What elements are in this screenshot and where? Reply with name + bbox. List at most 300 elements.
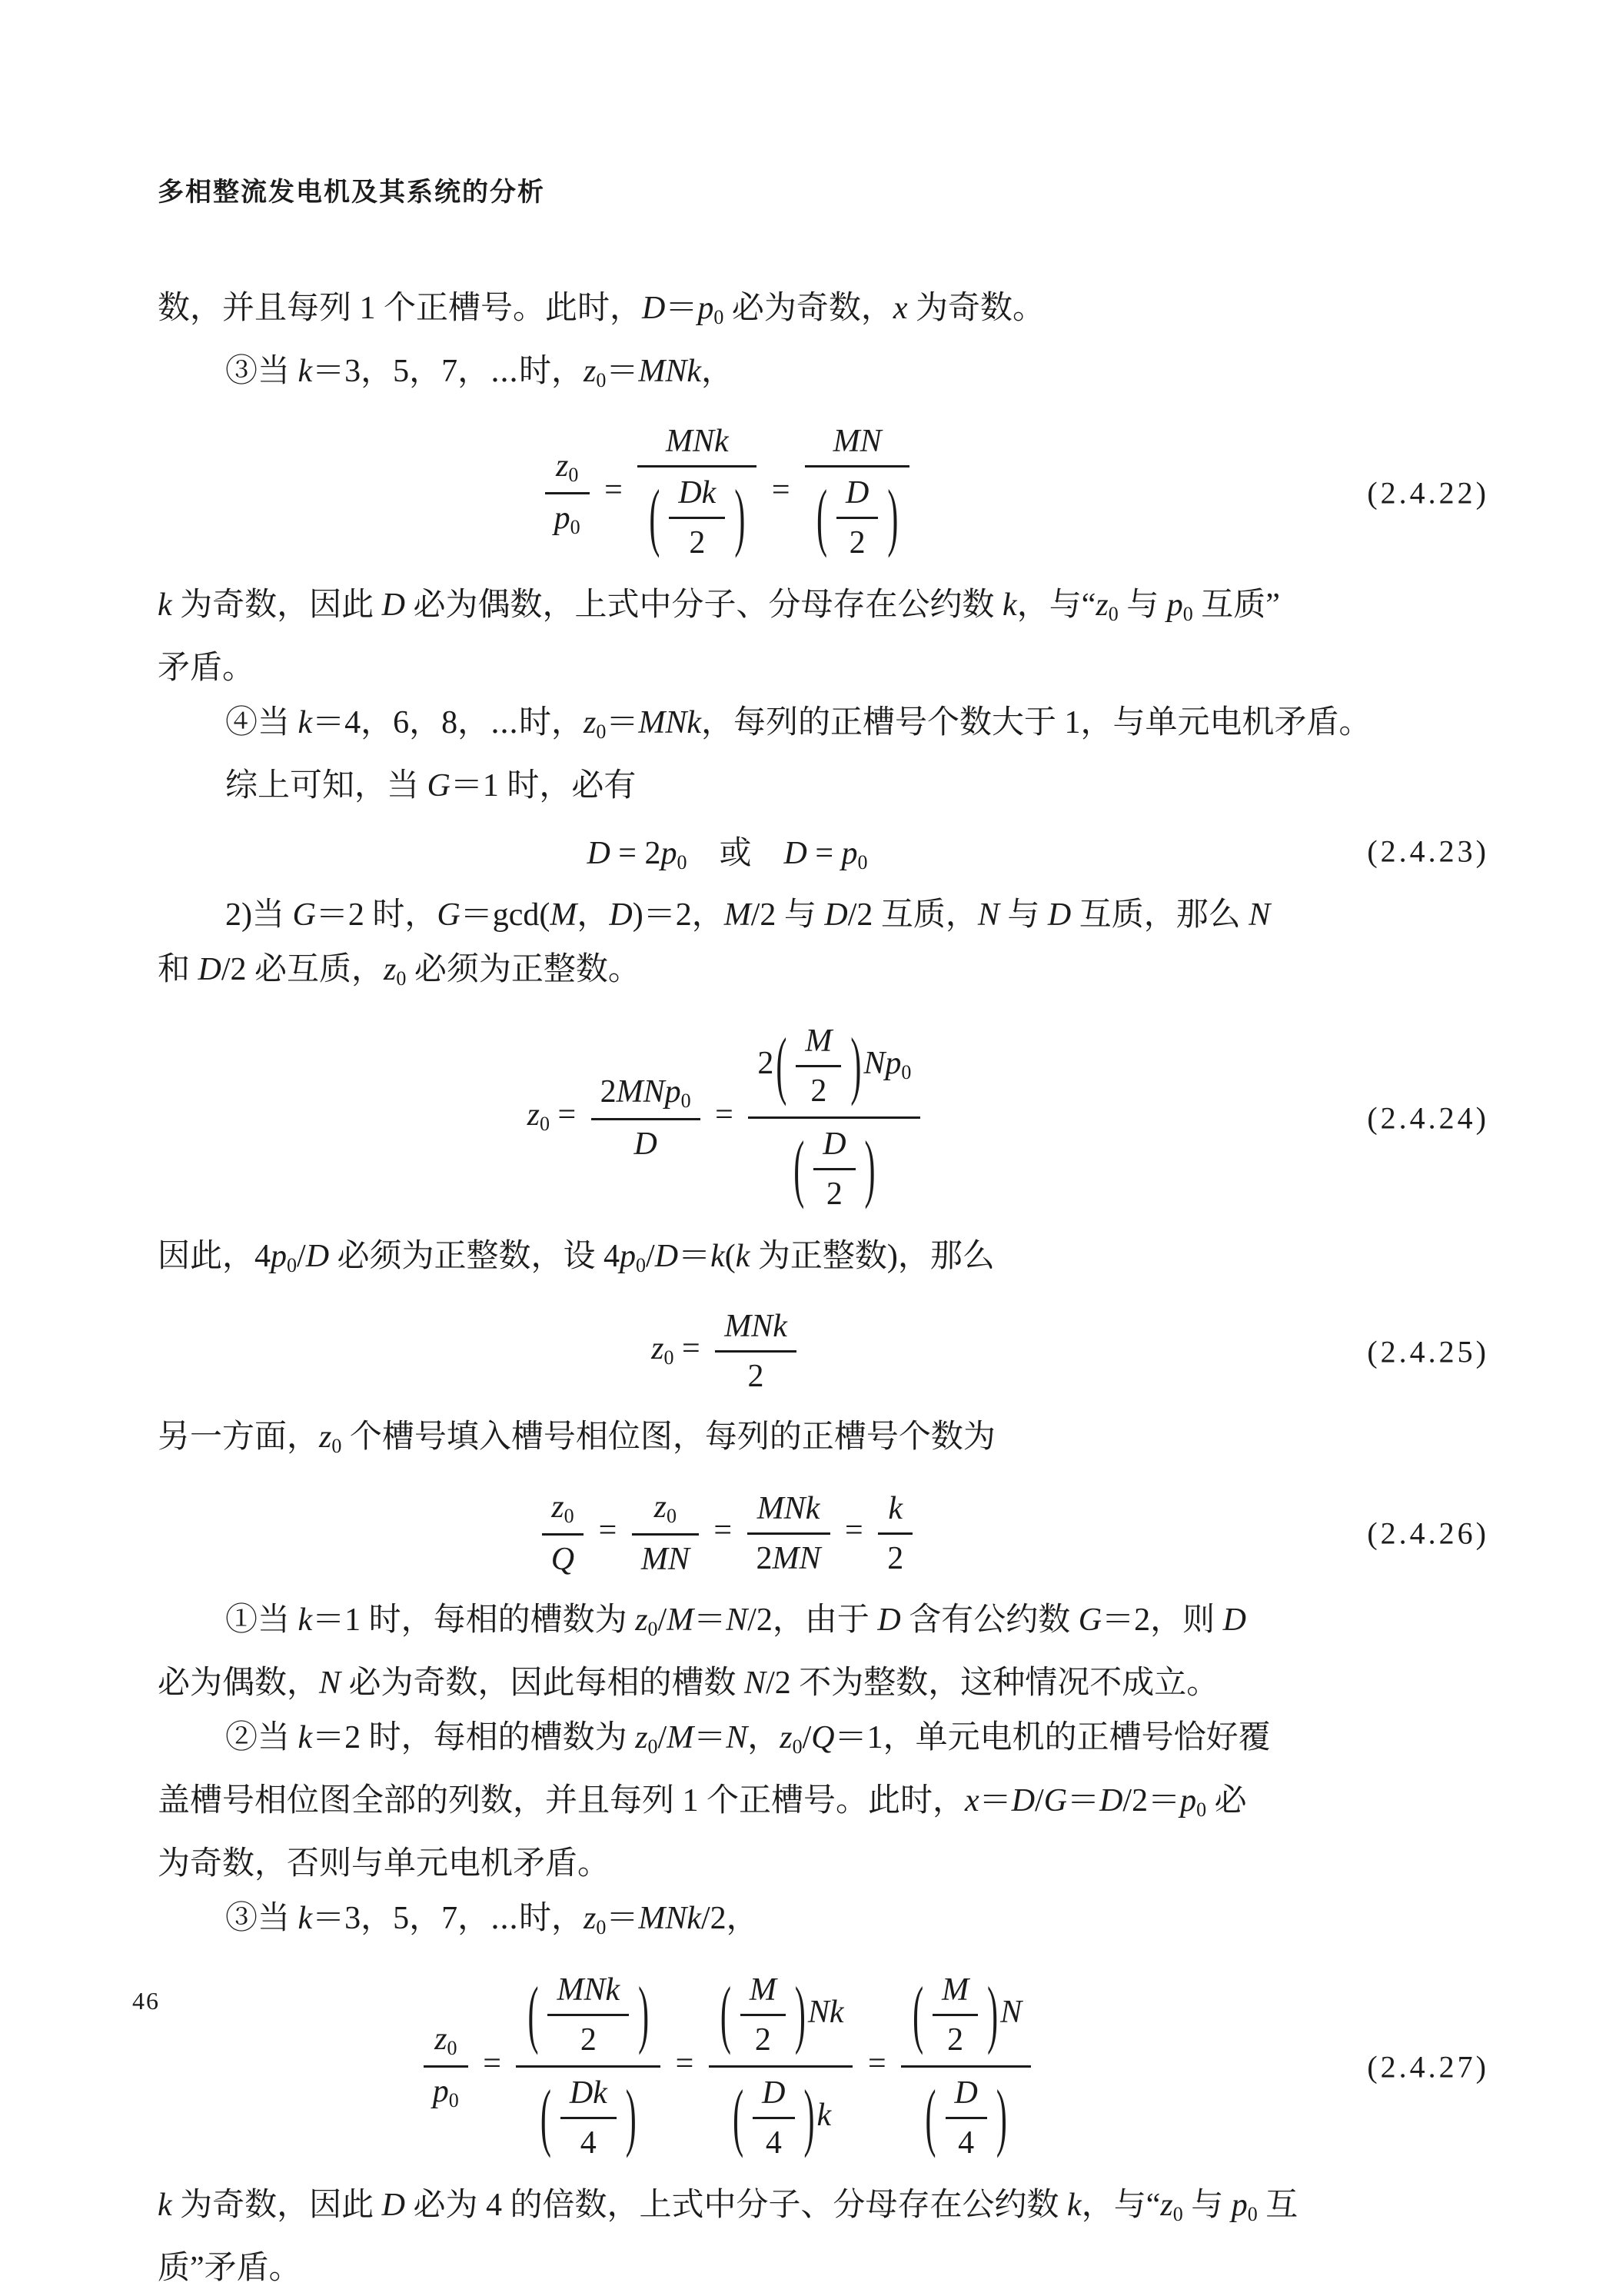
left-paren: ( bbox=[793, 1127, 805, 1211]
math-variable: G bbox=[437, 897, 461, 933]
fraction-denominator bbox=[542, 1536, 584, 1579]
math-variable: D bbox=[587, 836, 610, 871]
fraction-denominator bbox=[796, 1067, 841, 1111]
text-run: = bbox=[667, 2046, 702, 2082]
text-run: 必 bbox=[1206, 1783, 1247, 1818]
fraction-denominator bbox=[545, 494, 590, 541]
text-run: 必为奇数，因此每相的槽数 bbox=[341, 1665, 745, 1701]
text-run: ，每列的正槽号个数大于 1，与单元电机矛盾。 bbox=[701, 705, 1372, 740]
text-run: 为奇数，否则与单元电机矛盾。 bbox=[158, 1846, 610, 1882]
right-paren: ) bbox=[864, 1127, 876, 1211]
fraction bbox=[946, 2073, 987, 2163]
right-paren: ) bbox=[794, 1973, 806, 2057]
text-run: 质”矛盾。 bbox=[158, 2251, 301, 2286]
left-paren: ( bbox=[540, 2076, 551, 2160]
math-variable: Q bbox=[550, 1542, 575, 1577]
math-variable: p bbox=[660, 836, 677, 871]
math-variable: D bbox=[198, 952, 221, 987]
text-run: 互质” bbox=[1192, 587, 1280, 623]
text-run: /2 互质， bbox=[847, 897, 978, 933]
fraction-numerator bbox=[669, 473, 725, 519]
math-variable: N bbox=[726, 1602, 748, 1638]
fraction-denominator bbox=[709, 2068, 853, 2165]
fraction-denominator bbox=[747, 1535, 830, 1579]
text-line bbox=[158, 1410, 1489, 1473]
fraction-numerator bbox=[424, 2019, 468, 2068]
equation bbox=[158, 421, 1489, 564]
text-run: 2)当 bbox=[225, 897, 293, 933]
fraction-denominator bbox=[836, 519, 878, 563]
text-run: ，与“ bbox=[1016, 587, 1096, 623]
math-variable: z bbox=[1096, 587, 1109, 623]
text-run: 必须为正整数。 bbox=[406, 952, 640, 987]
math-variable: z bbox=[434, 2021, 447, 2057]
fraction-denominator bbox=[813, 1170, 855, 1214]
text-run: )＝2， bbox=[632, 897, 724, 933]
text-run: = bbox=[590, 1512, 625, 1549]
paren-content bbox=[939, 2073, 994, 2163]
fraction bbox=[542, 1487, 584, 1579]
math-variable: D bbox=[954, 2075, 978, 2111]
math-variable: G bbox=[1078, 1602, 1102, 1638]
fraction bbox=[560, 2073, 617, 2163]
text-run: 因此，4 bbox=[158, 1239, 271, 1274]
math-variable: p bbox=[554, 500, 570, 536]
math-variable: k bbox=[816, 2098, 832, 2134]
math-variable: MNk bbox=[638, 705, 702, 740]
subscript: 0 bbox=[596, 1916, 607, 1938]
left-paren: ( bbox=[527, 1973, 539, 2057]
left-paren: ( bbox=[720, 1973, 731, 2057]
paren-content bbox=[926, 1970, 985, 2060]
paren-group bbox=[718, 1970, 808, 2060]
fraction bbox=[632, 1487, 699, 1579]
text-run: ＝2 时，每相的槽数为 bbox=[312, 1720, 636, 1755]
text-run: / bbox=[802, 1720, 812, 1755]
text-run: 盖槽号相位图全部的列数，并且每列 1 个正槽号。此时， bbox=[158, 1783, 966, 1818]
math-variable: MNk bbox=[724, 1309, 787, 1344]
text-run: /2 与 bbox=[750, 897, 825, 933]
math-variable: z bbox=[551, 1489, 564, 1525]
equation bbox=[158, 1020, 1489, 1216]
math-variable: z bbox=[653, 1489, 667, 1525]
math-variable: M bbox=[805, 1023, 833, 1059]
text-line bbox=[158, 2178, 1489, 2241]
math-variable: z bbox=[583, 705, 597, 740]
text-run: 必须为正整数，设 4 bbox=[329, 1239, 620, 1274]
text-run: ③当 bbox=[225, 354, 298, 389]
math-variable: D bbox=[823, 1126, 846, 1162]
subscript: 0 bbox=[636, 1254, 647, 1276]
fraction-numerator bbox=[542, 1487, 584, 1536]
paren-group bbox=[730, 2073, 816, 2163]
fraction bbox=[709, 1968, 853, 2165]
math-variable: p bbox=[620, 1239, 637, 1274]
math-variable: G bbox=[427, 768, 451, 804]
fraction-numerator bbox=[946, 2073, 987, 2119]
text-run: ②当 bbox=[225, 1720, 298, 1755]
fraction bbox=[933, 1970, 978, 2060]
text-run: ①当 bbox=[225, 1602, 298, 1638]
text-run: = bbox=[705, 1512, 740, 1549]
equation-number: (2.4.27) bbox=[1367, 2049, 1489, 2084]
text-run: /2 不为整数，这种情况不成立。 bbox=[766, 1665, 1219, 1701]
fraction-numerator bbox=[637, 421, 756, 468]
running-header: 多相整流发电机及其系统的分析 bbox=[158, 178, 545, 207]
text-run: = 2 bbox=[610, 836, 661, 871]
text-run: ＝ bbox=[606, 705, 639, 740]
equation-body bbox=[587, 827, 867, 874]
fraction-numerator bbox=[547, 1970, 629, 2016]
text-run: = bbox=[474, 2046, 510, 2082]
text-run: = bbox=[806, 836, 842, 871]
fraction-numerator bbox=[715, 1306, 796, 1353]
paren-content bbox=[554, 2073, 623, 2163]
math-variable: MN bbox=[640, 1542, 690, 1577]
fraction bbox=[669, 473, 725, 563]
text-run: 2 bbox=[887, 1540, 904, 1576]
fraction-numerator bbox=[796, 1021, 841, 1067]
subscript: 0 bbox=[331, 1435, 342, 1457]
math-variable: k bbox=[158, 2188, 172, 2223]
equation bbox=[158, 827, 1489, 874]
fraction-denominator bbox=[933, 2016, 978, 2060]
math-variable: M bbox=[667, 1720, 694, 1755]
math-variable: z bbox=[1160, 2188, 1173, 2223]
right-paren: ) bbox=[638, 1973, 650, 2057]
text-run: ③当 bbox=[225, 1901, 298, 1936]
text-run: ＝1 时，必有 bbox=[450, 768, 637, 804]
text-run: = bbox=[707, 1097, 742, 1133]
fraction-numerator bbox=[901, 1968, 1031, 2068]
left-paren: ( bbox=[733, 2076, 744, 2160]
text-line bbox=[158, 1892, 1489, 1955]
text-run: ＝ bbox=[606, 1901, 639, 1936]
text-run: 4 bbox=[765, 2125, 782, 2161]
text-run: / bbox=[657, 1602, 667, 1638]
fraction-denominator bbox=[878, 1535, 913, 1579]
right-paren: ) bbox=[850, 1024, 862, 1108]
math-variable: D bbox=[381, 587, 406, 623]
text-run: 2 bbox=[747, 1359, 764, 1394]
text-run: 2 bbox=[756, 1540, 773, 1576]
subscript: 0 bbox=[1108, 603, 1119, 625]
math-variable: D bbox=[846, 475, 870, 511]
fraction-denominator bbox=[560, 2119, 617, 2163]
fraction bbox=[547, 1970, 629, 2060]
text-run: = bbox=[549, 1097, 584, 1133]
fraction-numerator bbox=[632, 1487, 699, 1536]
text-run: 2 bbox=[849, 525, 866, 561]
text-run: 与 bbox=[1182, 2188, 1232, 2223]
math-variable: k bbox=[298, 1720, 313, 1755]
math-variable: MNk bbox=[756, 1490, 820, 1526]
paren-content bbox=[830, 473, 885, 563]
equation-body bbox=[535, 1487, 919, 1579]
fraction bbox=[836, 473, 878, 563]
math-variable: z bbox=[384, 952, 397, 987]
paren-group bbox=[923, 2073, 1009, 2163]
math-variable: N bbox=[319, 1665, 341, 1701]
text-run: 2 bbox=[689, 525, 706, 561]
math-variable: D bbox=[305, 1239, 330, 1274]
text-line bbox=[158, 1711, 1489, 1774]
text-line bbox=[158, 696, 1489, 759]
math-variable: k bbox=[888, 1490, 903, 1526]
subscript: 0 bbox=[1247, 2203, 1258, 2225]
fraction-denominator bbox=[547, 2016, 629, 2060]
math-variable: MN bbox=[772, 1540, 821, 1576]
text-run: ＝1 时，每相的槽数为 bbox=[312, 1602, 636, 1638]
text-line bbox=[158, 1230, 1489, 1293]
fraction-numerator bbox=[591, 1072, 700, 1120]
math-variable: k bbox=[298, 354, 313, 389]
subscript: 0 bbox=[713, 306, 724, 328]
fraction bbox=[748, 1020, 920, 1216]
math-variable: M bbox=[749, 1972, 776, 2008]
subscript: 0 bbox=[647, 1618, 658, 1640]
subscript: 0 bbox=[1182, 603, 1193, 625]
math-variable: D bbox=[1099, 1783, 1123, 1818]
text-run: 与 bbox=[999, 897, 1048, 933]
math-variable: Dk bbox=[678, 475, 717, 511]
fraction-denominator bbox=[715, 1353, 796, 1396]
paren-content bbox=[806, 1124, 862, 1214]
math-variable: D bbox=[1222, 1602, 1246, 1638]
math-variable: D bbox=[824, 897, 848, 933]
math-variable: D bbox=[1047, 897, 1072, 933]
text-run: / bbox=[297, 1239, 306, 1274]
text-run: / bbox=[646, 1239, 655, 1274]
math-variable: D bbox=[642, 291, 666, 326]
math-variable: k bbox=[298, 1901, 313, 1936]
text-run: 综上可知，当 bbox=[225, 768, 427, 804]
subscript: 0 bbox=[596, 369, 607, 391]
subscript: 0 bbox=[792, 1735, 803, 1758]
fraction bbox=[637, 421, 756, 564]
text-run: ＝2，则 bbox=[1102, 1602, 1223, 1638]
math-variable: z bbox=[527, 1097, 540, 1133]
text-line bbox=[158, 641, 1489, 696]
text-run: ＝ bbox=[979, 1783, 1012, 1818]
text-run: 或 bbox=[687, 836, 784, 871]
math-variable: MN bbox=[833, 424, 882, 459]
text-run: ＝2 时， bbox=[315, 897, 437, 933]
equation-number: (2.4.24) bbox=[1367, 1100, 1489, 1135]
fraction-numerator bbox=[560, 2073, 617, 2119]
text-run: 必为偶数，上式中分子、分母存在公约数 bbox=[405, 587, 1003, 623]
math-variable: Np bbox=[863, 1046, 902, 1082]
left-paren: ( bbox=[776, 1024, 787, 1108]
math-variable: D bbox=[381, 2188, 406, 2223]
text-run: 个槽号填入槽号相位图，每列的正槽号个数为 bbox=[341, 1419, 996, 1455]
text-line bbox=[158, 888, 1489, 943]
fraction bbox=[516, 1968, 660, 2165]
text-run: /2 必互质， bbox=[221, 952, 384, 987]
right-paren: ) bbox=[996, 2076, 1007, 2160]
fraction-numerator bbox=[933, 1970, 978, 2016]
paren-group bbox=[814, 473, 900, 563]
subscript: 0 bbox=[539, 1113, 550, 1136]
fraction bbox=[901, 1968, 1031, 2165]
left-paren: ( bbox=[649, 476, 660, 560]
text-run: 另一方面， bbox=[158, 1419, 320, 1455]
text-run: ＝3，5，7，⋯时， bbox=[312, 354, 584, 389]
fraction bbox=[796, 1021, 841, 1111]
fraction bbox=[740, 1970, 786, 2060]
paren-group bbox=[773, 1021, 863, 1111]
text-run: 和 bbox=[158, 952, 198, 987]
fraction-numerator bbox=[516, 1968, 660, 2068]
math-variable: p bbox=[432, 2074, 449, 2109]
math-variable: k bbox=[735, 1239, 750, 1274]
fraction bbox=[753, 2073, 794, 2163]
equation-number: (2.4.23) bbox=[1367, 834, 1489, 868]
text-run: = bbox=[673, 1331, 709, 1367]
math-variable: p bbox=[1231, 2188, 1248, 2223]
text-run: 互 bbox=[1257, 2188, 1298, 2223]
fraction-denominator bbox=[516, 2068, 660, 2165]
text-run: 2 bbox=[947, 2022, 964, 2058]
math-variable: k bbox=[1003, 587, 1017, 623]
math-variable: k bbox=[1067, 2188, 1082, 2223]
paren-content bbox=[733, 1970, 793, 2060]
equation bbox=[158, 1487, 1489, 1579]
fraction-denominator bbox=[901, 2068, 1031, 2165]
subscript: 0 bbox=[647, 1735, 658, 1758]
paren-group bbox=[910, 1970, 1000, 2060]
text-run: ＝1，单元电机的正槽号恰好覆 bbox=[834, 1720, 1271, 1755]
text-line bbox=[158, 1656, 1489, 1711]
equation-number: (2.4.25) bbox=[1367, 1334, 1489, 1369]
text-run: ， bbox=[577, 897, 610, 933]
fraction bbox=[878, 1489, 913, 1579]
text-run: ， bbox=[747, 1720, 780, 1755]
text-run: / bbox=[1035, 1783, 1044, 1818]
fraction-denominator bbox=[591, 1120, 700, 1164]
text-line bbox=[158, 759, 1489, 814]
text-run: 4 bbox=[958, 2125, 975, 2161]
math-variable: D bbox=[633, 1126, 657, 1162]
math-variable: x bbox=[893, 291, 908, 326]
math-variable: z bbox=[555, 448, 569, 484]
subscript: 0 bbox=[448, 2089, 459, 2111]
subscript: 0 bbox=[287, 1254, 298, 1276]
text-run: 矛盾。 bbox=[158, 651, 255, 686]
text-run: 必为 4 的倍数，上式中分子、分母存在公约数 bbox=[405, 2188, 1068, 2223]
equation bbox=[158, 1968, 1489, 2165]
paren-group bbox=[525, 1970, 651, 2060]
math-variable: M bbox=[550, 897, 577, 933]
fraction bbox=[591, 1072, 700, 1164]
text-run: ＝ bbox=[693, 1720, 727, 1755]
text-run: ， bbox=[701, 354, 734, 389]
subscript: 0 bbox=[568, 463, 579, 486]
equation-body bbox=[527, 1020, 928, 1216]
fraction bbox=[813, 1124, 855, 1214]
math-variable: x bbox=[965, 1783, 979, 1818]
math-variable: z bbox=[635, 1720, 648, 1755]
subscript: 0 bbox=[857, 851, 868, 873]
paren-group bbox=[791, 1124, 877, 1214]
text-run: ＝ bbox=[693, 1602, 727, 1638]
math-variable: D bbox=[783, 836, 807, 871]
math-variable: N bbox=[1249, 897, 1271, 933]
text-run: ＝ bbox=[678, 1239, 711, 1274]
math-variable: D bbox=[877, 1602, 901, 1638]
math-variable: N bbox=[744, 1665, 766, 1701]
fraction-denominator bbox=[946, 2119, 987, 2163]
math-variable: k bbox=[710, 1239, 725, 1274]
math-variable: MNp bbox=[616, 1073, 681, 1110]
fraction-numerator bbox=[740, 1970, 786, 2016]
paren-content bbox=[789, 1021, 848, 1111]
subscript: 0 bbox=[1196, 1799, 1207, 1821]
text-run: 2 bbox=[600, 1073, 617, 1110]
text-run: ④当 bbox=[225, 705, 298, 740]
math-variable: MNk bbox=[638, 1901, 702, 1936]
subscript: 0 bbox=[1172, 2203, 1183, 2225]
math-variable: z bbox=[583, 1901, 597, 1936]
paren-content bbox=[662, 473, 732, 563]
math-variable: p bbox=[1180, 1783, 1197, 1818]
fraction-numerator bbox=[878, 1489, 913, 1535]
math-variable: Dk bbox=[569, 2075, 607, 2111]
subscript: 0 bbox=[663, 1346, 674, 1369]
fraction-denominator bbox=[632, 1536, 699, 1579]
math-variable: z bbox=[319, 1419, 332, 1455]
fraction-denominator bbox=[637, 468, 756, 564]
fraction bbox=[715, 1306, 796, 1396]
text-run: 为奇数，因此 bbox=[171, 2188, 382, 2223]
page-body bbox=[158, 281, 1489, 2296]
fraction-numerator bbox=[836, 473, 878, 519]
math-variable: M bbox=[723, 897, 751, 933]
left-paren: ( bbox=[816, 476, 827, 560]
left-paren: ( bbox=[913, 1973, 924, 2057]
math-variable: k bbox=[158, 587, 172, 623]
fraction-denominator bbox=[805, 468, 909, 564]
text-run: = bbox=[860, 2046, 895, 2082]
text-run: ＝ bbox=[665, 291, 698, 326]
text-run: 与 bbox=[1118, 587, 1167, 623]
math-variable: D bbox=[654, 1239, 679, 1274]
fraction bbox=[545, 446, 590, 541]
paren-content bbox=[746, 2073, 801, 2163]
math-variable: D bbox=[1011, 1783, 1036, 1818]
text-run: ＝gcd( bbox=[460, 897, 550, 933]
math-variable: z bbox=[651, 1331, 664, 1367]
equation-body bbox=[538, 421, 917, 564]
fraction-numerator bbox=[753, 2073, 794, 2119]
subscript: 0 bbox=[901, 1061, 912, 1084]
math-variable: p bbox=[697, 291, 714, 326]
fraction-numerator bbox=[709, 1968, 853, 2068]
paren-group bbox=[538, 2073, 639, 2163]
text-run: 2 bbox=[826, 1176, 843, 1212]
fraction-denominator bbox=[748, 1119, 920, 1216]
text-run: 数，并且每列 1 个正槽号。此时， bbox=[158, 291, 643, 326]
equation-body bbox=[651, 1306, 803, 1396]
fraction bbox=[424, 2019, 468, 2114]
equation-number: (2.4.26) bbox=[1367, 1516, 1489, 1551]
text-line bbox=[158, 344, 1489, 408]
math-variable: D bbox=[609, 897, 633, 933]
math-variable: Nk bbox=[807, 1995, 844, 2031]
fraction-numerator bbox=[545, 446, 590, 494]
subscript: 0 bbox=[570, 515, 580, 538]
text-run: / bbox=[657, 1720, 667, 1755]
